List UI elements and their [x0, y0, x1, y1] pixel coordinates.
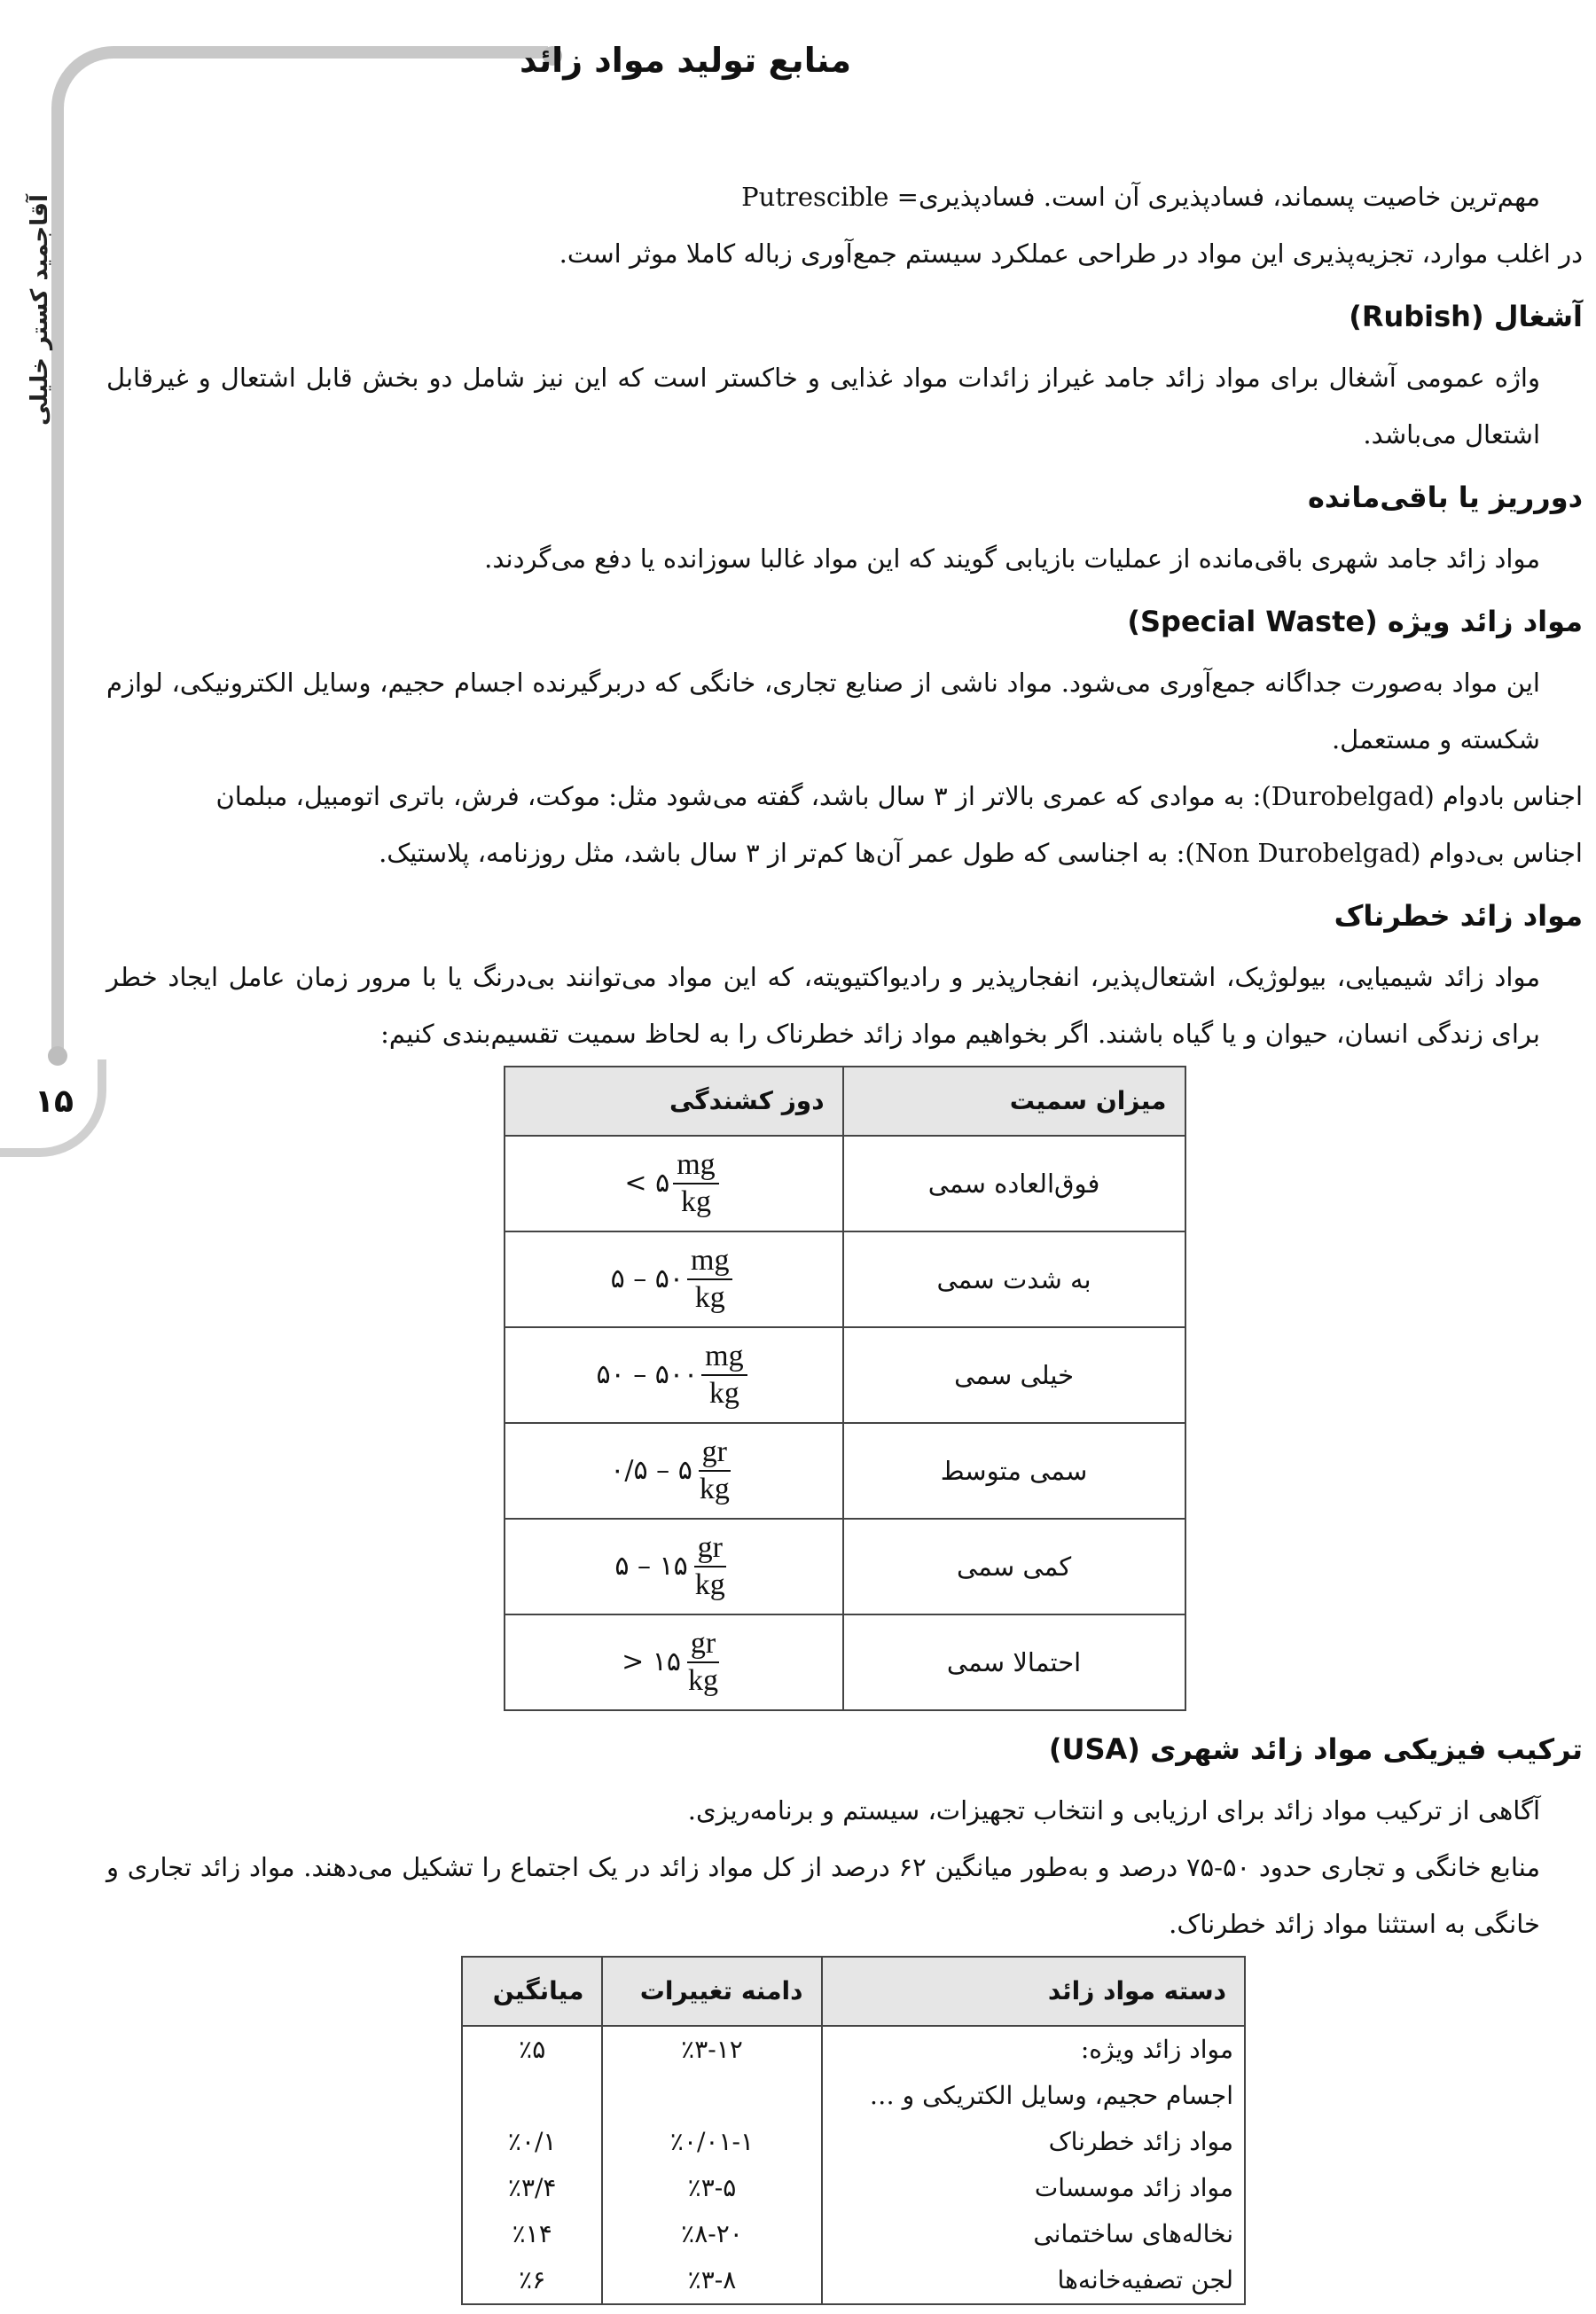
frame-top-border — [51, 46, 548, 117]
table-row — [462, 2119, 1245, 2165]
section-heading-residue: دورریز یا باقی‌مانده — [1308, 481, 1583, 514]
dose-unit — [685, 1626, 722, 1699]
unit-denominator: kg — [694, 1281, 725, 1314]
composition-header-mean: میانگین — [462, 1957, 602, 2026]
lethal-dose — [505, 1136, 843, 1231]
table-row — [462, 2026, 1245, 2073]
toxicity-table — [504, 1066, 1186, 1711]
mean-value: ٪۱۴ — [462, 2211, 602, 2257]
composition-table — [461, 1956, 1246, 2305]
range-value: ٪۳-۵ — [602, 2165, 821, 2211]
unit-numerator: mg — [701, 1339, 747, 1376]
section-heading-special: مواد زائد ویژه (Special Waste) — [1127, 605, 1583, 638]
toxicity-level: سمی متوسط — [843, 1423, 1185, 1519]
dose-unit — [692, 1530, 729, 1603]
mean-value: ٪۳/۴ — [462, 2165, 602, 2211]
range-value: ٪۳-۸ — [602, 2257, 821, 2304]
range-value: ٪۳-۱۲ — [602, 2026, 821, 2073]
lethal-dose — [505, 1231, 843, 1327]
composition-header-category: دسته مواد زائد — [822, 1957, 1245, 2026]
table-row — [505, 1614, 1185, 1710]
rubish-text: واژه عمومی آشغال برای مواد زائد جامد غیراز زائدات مواد غذایی و خاکستر است که این نیز شامل دو بخش قابل اشتعال و غیرقابل اشتعال می‌باشد. — [106, 363, 1540, 450]
mean-value: ٪۶ — [462, 2257, 602, 2304]
unit-numerator: gr — [687, 1626, 719, 1663]
section-heading-rubish: آشغال (Rubish) — [1349, 300, 1583, 333]
dose-unit — [701, 1339, 747, 1411]
lethal-dose — [505, 1423, 843, 1519]
composition-text-1: آگاهی از ترکیب مواد زائد برای ارزیابی و انتخاب تجهیزات، سیستم و برنامه‌ریزی. — [687, 1795, 1540, 1825]
hazardous-text: مواد زائد شیمیایی، بیولوژیک، اشتعال‌پذیر، انفجارپذیر و رادیواکتیویته، که این مواد می‌توانند بی‌درنگ یا با مرور زمان عامل ایجاد خطر برای زندگی انسان، حیوان و یا گیاه باشند. اگر بخواهیم مواد زائد خطرناک را به لحاظ سمیت تقسیم‌بندی کنیم: — [106, 962, 1540, 1049]
table-row — [505, 1136, 1185, 1231]
range-value: ٪۰/۰۱-۱ — [602, 2119, 821, 2165]
intro-line-2: در اغلب موارد، تجزیه‌پذیری این مواد در طراحی عملکرد سیستم جمع‌آوری زباله کاملا موثر است. — [559, 238, 1583, 269]
dose-value: ۰/۵ – ۵ — [610, 1455, 692, 1486]
section-heading-composition: ترکیب فیزیکی مواد زائد شهری (USA) — [1048, 1732, 1583, 1766]
special-text: این مواد به‌صورت جداگانه جمع‌آوری می‌شود. مواد ناشی از صنایع تجاری، خانگی که دربرگیرنده اجسام حجیم، وسایل الکترونیکی، لوازم شکسته و مستعمل. — [106, 668, 1540, 754]
dose-unit — [696, 1435, 733, 1507]
waste-category: اجسام حجیم، وسایل الکتریکی و … — [822, 2073, 1245, 2119]
lethal-dose — [505, 1614, 843, 1710]
section-heading-hazardous: مواد زائد خطرناک — [1334, 899, 1583, 933]
waste-category: لجن تصفیه‌خانه‌ها — [822, 2257, 1245, 2304]
unit-denominator: kg — [699, 1473, 730, 1505]
table-row — [505, 1231, 1185, 1327]
composition-text-2: منابع خانگی و تجاری حدود ۵۰-۷۵ درصد و به‌طور میانگین ۶۲ درصد از کل مواد زائد در یک اجتماع را تشکیل می‌دهند. مواد زائد تجاری و خانگی به استثنا مواد زائد خطرناک. — [106, 1852, 1540, 1939]
mean-value: ٪۰/۱ — [462, 2119, 602, 2165]
dose-unit — [673, 1147, 718, 1220]
waste-category: مواد زائد خطرناک — [822, 2119, 1245, 2165]
toxicity-level: کمی سمی — [843, 1519, 1185, 1614]
dose-value: ۵ – ۱۵ — [614, 1551, 688, 1582]
lethal-dose — [505, 1327, 843, 1423]
toxicity-level: خیلی سمی — [843, 1327, 1185, 1423]
special-durable: اجناس بادوام (Durobelgad): به موادی که عمری بالاتر از ۳ سال باشد، گفته می‌شود مثل: موکت، فرش، باتری اتومبیل، مبلمان — [215, 781, 1583, 811]
mean-value — [462, 2073, 602, 2119]
dose-value: > ۱۵ — [622, 1646, 681, 1677]
table-row — [462, 2257, 1245, 2304]
unit-denominator: kg — [708, 1377, 739, 1410]
range-value: ٪۸-۲۰ — [602, 2211, 821, 2257]
table-row — [462, 2211, 1245, 2257]
waste-category: نخاله‌های ساختمانی — [822, 2211, 1245, 2257]
dose-value: ۵ – ۵۰ — [610, 1263, 685, 1294]
toxicity-header-dose: دوز کشندگی — [505, 1067, 843, 1136]
table-row — [505, 1519, 1185, 1614]
table-row — [462, 2073, 1245, 2119]
dose-unit — [687, 1243, 732, 1316]
waste-category: مواد زائد موسسات — [822, 2165, 1245, 2211]
side-label: آقاجمید کستر خلیلی — [27, 194, 53, 426]
unit-numerator: mg — [687, 1243, 732, 1280]
unit-numerator: gr — [699, 1435, 731, 1472]
unit-numerator: gr — [694, 1530, 726, 1567]
dose-value: < ۵ — [624, 1168, 670, 1199]
residue-text: مواد زائد جامد شهری باقی‌مانده از عملیات بازیابی گویند که این مواد غالبا سوزانده یا دفع می‌گردند. — [484, 543, 1540, 574]
special-non-durable: اجناس بی‌دوام (Non Durobelgad): به اجناسی که طول عمر آن‌ها کم‌تر از ۳ سال باشد، مثل روزنامه، پلاستیک. — [379, 838, 1583, 868]
mean-value: ٪۵ — [462, 2026, 602, 2073]
unit-denominator: kg — [688, 1664, 718, 1697]
page-content — [106, 168, 1583, 2314]
unit-denominator: kg — [680, 1185, 711, 1218]
table-row — [505, 1423, 1185, 1519]
toxicity-header-level: میزان سمیت — [843, 1067, 1185, 1136]
unit-denominator: kg — [694, 1568, 725, 1601]
toxicity-level: احتمالا سمی — [843, 1614, 1185, 1710]
range-value — [602, 2073, 821, 2119]
dose-value: ۵۰ – ۵۰۰ — [596, 1359, 699, 1390]
table-row — [462, 2165, 1245, 2211]
unit-numerator: mg — [673, 1147, 718, 1184]
page-header-title: منابع تولید مواد زائد — [519, 41, 851, 80]
composition-header-range: دامنه تغییرات — [602, 1957, 821, 2026]
lethal-dose — [505, 1519, 843, 1614]
table-row — [505, 1327, 1185, 1423]
intro-line-1: مهم‌ترین خاصیت پسماند، فسادپذیری آن است. فسادپذیری= Putrescible — [741, 182, 1540, 212]
toxicity-level: به شدت سمی — [843, 1231, 1185, 1327]
page-number: ۱۵ — [35, 1083, 74, 1120]
waste-category: مواد زائد ویژه: — [822, 2026, 1245, 2073]
toxicity-level: فوق‌العاده سمی — [843, 1136, 1185, 1231]
